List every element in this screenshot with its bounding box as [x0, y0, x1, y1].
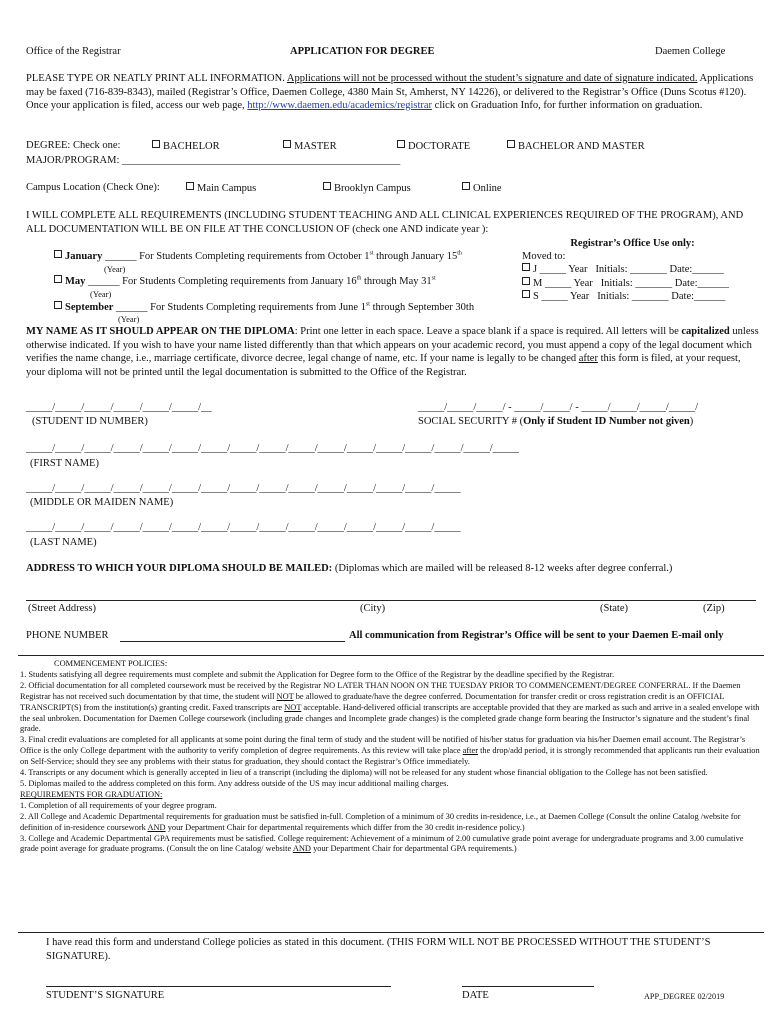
address-heading: ADDRESS TO WHICH YOUR DIPLOMA SHOULD BE MAILED:: [26, 563, 333, 574]
policy-4: 4. Transcripts or any document which is generally accepted in lieu of a transcript (including the diploma) will not be released for any student whose financial obligation to the College has not been satisfied.: [20, 768, 708, 778]
requirements-title: REQUIREMENTS FOR GRADUATION:: [20, 789, 163, 799]
first-name-label: (FIRST NAME): [30, 458, 99, 469]
major-field[interactable]: MAJOR/PROGRAM: _____________________________________________________: [26, 155, 401, 166]
date-input-line[interactable]: [462, 986, 594, 987]
campus-option-online[interactable]: Online: [462, 182, 502, 194]
college-name: Daemen College: [655, 46, 726, 57]
degree-option-master[interactable]: MASTER: [283, 140, 337, 152]
phone-input-line[interactable]: [120, 641, 345, 642]
degree-option-bachelor-master[interactable]: BACHELOR AND MASTER: [507, 140, 645, 152]
signature-input-line[interactable]: [46, 986, 391, 987]
intro-instruction: PLEASE TYPE OR NEATLY PRINT ALL INFORMATION.: [26, 73, 285, 84]
year-label: (Year): [90, 289, 112, 299]
year-label: (Year): [104, 264, 126, 274]
term-may[interactable]: May ______ For Students Completing requirements from January 16th through May 31st: [54, 275, 436, 287]
checkbox-icon[interactable]: [186, 182, 194, 190]
commencement-policies-title: COMMENCEMENT POLICIES:: [54, 659, 168, 668]
policy-2: 2. Official documentation for all completed coursework must be received by the Registrar NO LATER THAN NOON ON THE TUESDAY PRIOR TO COMMENCEMENT/DEGREE CONFERRAL. If the Daemen Registrar has not received such documentation by that time, the student will NOT be allowed to graduate/have the degree conferred. Documentation for transfer credit or cross registration credit is an OFFICIAL TRANSCRIPT(S) from the institution(s) granting credit. Faxed transcripts are NOT acceptable. Hand-delivered official transcripts are acceptable provided that they are marked as such and arrive in a sealed envelope with the seal unbroken. Documentation for Daemen College coursework (including grade changes and Incomplete grade changes) is the completed grade change form bearing the Instructor’s signature and the student’s final grade.: [20, 680, 760, 734]
policies-section: [20, 659, 762, 855]
office-label: Office of the Registrar: [26, 46, 121, 57]
intro-followup: click on Graduation Info, for further information on graduation.: [434, 100, 703, 111]
requirement-1: 1. Completion of all requirements of your degree program.: [20, 800, 217, 810]
divider: [18, 655, 764, 656]
registrar-row-september: S _____ Year Initials: _______ Date:______: [522, 290, 765, 303]
last-name-label: (LAST NAME): [30, 537, 97, 548]
requirement-2: 2. All College and Academic Departmental requirements for graduation must be satisfied in-full. Completion of a minimum of 30 credits in-residence, i.e., at Daemen College (Consult the online Catalog /website for definition of in-residence coursework AND your Department Chair for departmental requirements which differ from the 30 credit in-residence policy.): [20, 811, 741, 832]
state-label: (State): [600, 603, 628, 614]
completion-statement: I WILL COMPLETE ALL REQUIREMENTS (INCLUDING STUDENT TEACHING AND ALL CLINICAL EXPERIENCES REQUIRED OF THE PROGRAM), AND ALL DOCUMENTATION WILL BE ON FILE AT THE CONCLUSION OF (check one AND indicate year ):: [26, 210, 744, 235]
diploma-name-instructions: MY NAME AS IT SHOULD APPEAR ON THE DIPLOMA: Print one letter in each space. Leave a space blank if a space is required. All letters will be capitalized unless otherwise indicated. If you wish to have your name listed differently than that which appears on your academic record, you must append a copy of the legal document which verifies the name change, i.e., marriage certificate, divorce decree, legal change of name, etc. If your name is legally to be changed after this form is filed, at your request, your diploma will not be printed until the legal documentation is submitted to the Office of the Registrar.: [26, 326, 759, 378]
checkbox-icon[interactable]: [397, 140, 405, 148]
zip-label: (Zip): [703, 603, 725, 614]
first-name-input[interactable]: _____/_____/_____/_____/_____/_____/_____/_____/_____/_____/_____/_____/_____/_____/_____/_____/_____: [26, 443, 519, 454]
address-heading-row: ADDRESS TO WHICH YOUR DIPLOMA SHOULD BE MAILED: (Diplomas which are mailed will be released 8-12 weeks after degree conferral.): [26, 563, 673, 574]
campus-label: Campus Location (Check One):: [26, 182, 160, 193]
middle-name-input[interactable]: _____/_____/_____/_____/_____/_____/_____/_____/_____/_____/_____/_____/_____/_____/_____: [26, 483, 461, 494]
divider: [18, 932, 764, 933]
intro-paragraph: [26, 72, 761, 113]
intro-warning: Applications will not be processed without the student’s signature and date of signature indicated.: [286, 73, 698, 84]
city-label: (City): [360, 603, 386, 614]
intro-submission: Applications may be faxed (716-839-8343), mailed (Registrar’s Office, Daemen College, 4380 Main St, Amherst, NY 14226), or delivered to the Registrar’s Office (Duns Scotus #120). Once your application is filed, access our web page,: [26, 73, 754, 111]
date-label: DATE: [462, 990, 489, 1001]
policy-5: 5. Diplomas mailed to the address completed on this form. Any address outside of the US may incur additional mailing charges.: [20, 778, 449, 788]
phone-label: PHONE NUMBER: [26, 630, 109, 641]
checkbox-icon[interactable]: [152, 140, 160, 148]
middle-name-label: (MIDDLE OR MAIDEN NAME): [30, 497, 174, 508]
term-september[interactable]: September ______ For Students Completing requirements from June 1st through September 30th: [54, 301, 474, 313]
checkbox-icon[interactable]: [462, 182, 470, 190]
term-january[interactable]: January ______ For Students Completing requirements from October 1st through January 15th: [54, 250, 462, 262]
moved-to-label: Moved to:: [522, 251, 566, 263]
requirement-3: 3. College and Academic Departmental GPA requirements must be satisfied. College requirement: Achievement of a minimum of 2.00 cumulative grade point average for undergraduate programs and 3.00 cumulative grade point average for graduate programs. (Consult the on line Catalog/ website AND your Department Chair for departmental GPA requirements.): [20, 833, 744, 854]
ssn-label: SOCIAL SECURITY # (Only if Student ID Number not given): [418, 416, 694, 427]
checkbox-icon[interactable]: [283, 140, 291, 148]
street-label: (Street Address): [28, 603, 96, 614]
email-notice: All communication from Registrar’s Office will be sent to your Daemen E-mail only: [349, 630, 724, 641]
registrar-use-box: [500, 237, 765, 303]
signature-label: STUDENT’S SIGNATURE: [46, 990, 165, 1001]
registrar-row-may: M _____ Year Initials: _______ Date:______: [522, 277, 765, 290]
form-code: APP_DEGREE 02/2019: [644, 992, 725, 1001]
campus-option-brooklyn[interactable]: Brooklyn Campus: [323, 182, 411, 194]
checkbox-icon[interactable]: [54, 250, 62, 258]
major-input-line[interactable]: _____________________________________________________: [121, 155, 401, 166]
checkbox-icon[interactable]: [507, 140, 515, 148]
signature-statement: I have read this form and understand College policies as stated in this document. (THIS FORM WILL NOT BE PROCESSED WITHOUT THE STUDENT’S SIGNATURE).: [46, 937, 711, 962]
address-input-line[interactable]: [26, 600, 756, 601]
degree-option-bachelor[interactable]: BACHELOR: [152, 140, 220, 152]
registrar-box-title: Registrar’s Office Use only:: [570, 238, 695, 249]
student-id-label: (STUDENT ID NUMBER): [32, 416, 148, 427]
ssn-input[interactable]: _____/_____/_____/ - _____/_____/ - _____/_____/_____/_____/: [418, 402, 698, 413]
checkbox-icon[interactable]: [54, 275, 62, 283]
policy-3: 3. Final credit evaluations are completed for all applicants at some point during the final term of study and the student will be notified of his/her status for graduation via his/her Daemen email account. The Registrar’s Office is the only College department with the authority to verify completion of degree requirements. As this review will take place after the drop/add period, it is strongly recommended that applicants run their evaluation on Self-Service; should they see any problems with their status for graduation, they should contact the Registrar’s Office immediately.: [20, 735, 760, 767]
year-label: (Year): [118, 314, 140, 324]
policy-1: 1. Students satisfying all degree requirements must complete and submit the Application for Degree form to the Office of the Registrar by the deadline specified by the Registrar.: [20, 669, 615, 679]
registrar-row-january: J _____ Year Initials: _______ Date:______: [522, 263, 765, 276]
student-id-input[interactable]: _____/_____/_____/_____/_____/_____/__: [26, 402, 212, 413]
degree-option-doctorate[interactable]: DOCTORATE: [397, 140, 470, 152]
diploma-name-heading: MY NAME AS IT SHOULD APPEAR ON THE DIPLOMA: [26, 326, 295, 337]
checkbox-icon[interactable]: [323, 182, 331, 190]
checkbox-icon[interactable]: [54, 301, 62, 309]
last-name-input[interactable]: _____/_____/_____/_____/_____/_____/_____/_____/_____/_____/_____/_____/_____/_____/_____: [26, 522, 461, 533]
campus-option-main[interactable]: Main Campus: [186, 182, 256, 194]
degree-label: DEGREE: Check one:: [26, 140, 121, 151]
form-title: APPLICATION FOR DEGREE: [290, 46, 435, 57]
registrar-link[interactable]: http://www.daemen.edu/academics/registrar: [247, 100, 433, 111]
